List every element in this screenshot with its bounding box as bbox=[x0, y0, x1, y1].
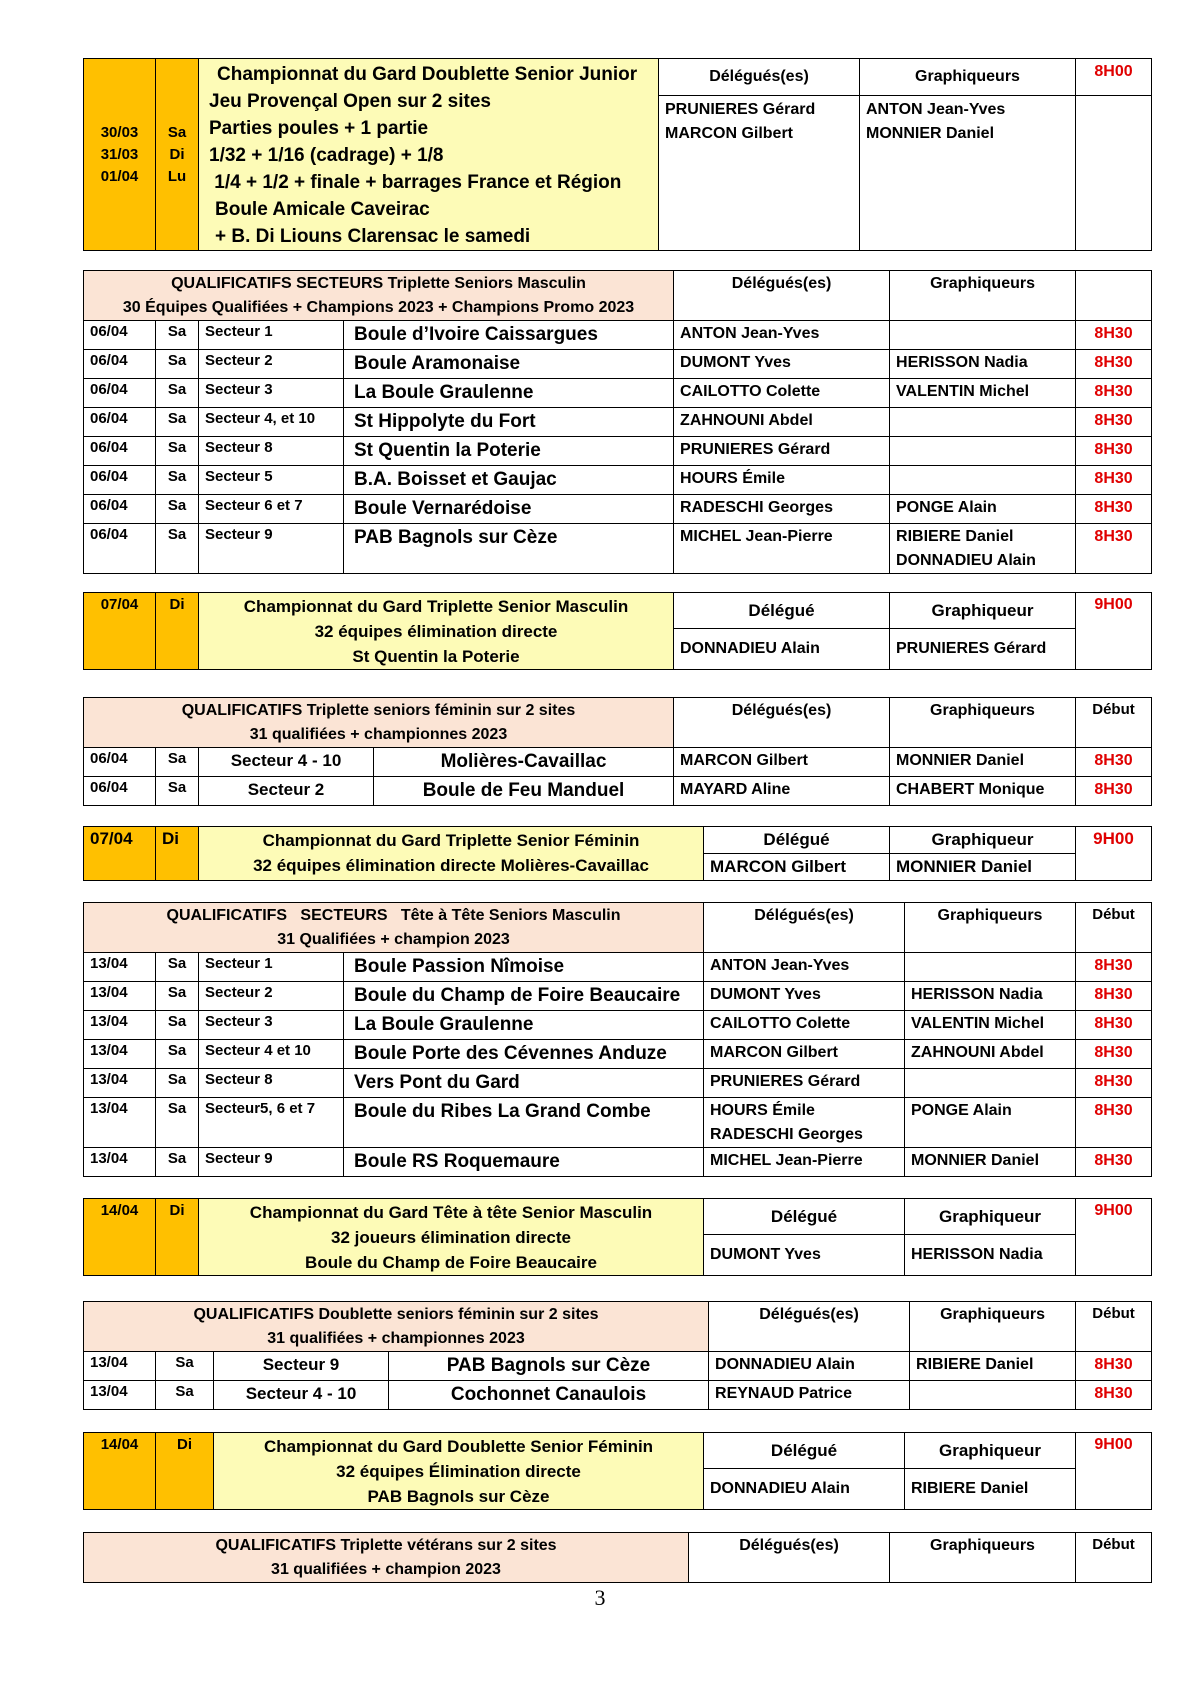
sector: Secteur 2 bbox=[199, 350, 344, 379]
start-time: 8H30 bbox=[1076, 524, 1152, 574]
start-time: 8H00 bbox=[1076, 59, 1152, 96]
club: St Hippolyte du Fort bbox=[344, 408, 674, 437]
table-row bbox=[84, 1148, 1152, 1177]
sector: Secteur 4 - 10 bbox=[199, 748, 374, 777]
delegate-header: Délégué bbox=[704, 827, 890, 854]
event-title: Championnat du Gard Triplette Senior Féminin bbox=[262, 831, 640, 850]
graph-name: VALENTIN Michel bbox=[905, 1011, 1076, 1040]
section-title: QUALIFICATIFS Triplette seniors féminin sur 2 sites bbox=[181, 702, 576, 719]
sector: Secteur 6 et 7 bbox=[199, 495, 344, 524]
sector: Secteur 9 bbox=[199, 524, 344, 574]
club: Boule RS Roquemaure bbox=[344, 1148, 704, 1177]
club: PAB Bagnols sur Cèze bbox=[389, 1352, 709, 1381]
start-header: Début bbox=[1076, 1533, 1152, 1583]
delegate-name: MAYARD Aline bbox=[674, 777, 890, 806]
day: Sa bbox=[156, 1040, 199, 1069]
date: 13/04 bbox=[84, 1381, 156, 1410]
sector: Secteur 4 - 10 bbox=[214, 1381, 389, 1410]
start-time: 8H30 bbox=[1076, 437, 1152, 466]
graph-name: ANTON Jean-Yves bbox=[866, 100, 1006, 118]
event-venue: St Quentin la Poterie bbox=[352, 647, 520, 666]
delegate-name: MARCON Gilbert bbox=[665, 124, 793, 142]
graph-name bbox=[890, 408, 1076, 437]
qualifiers-doublette-seniors-feminin bbox=[83, 1301, 1151, 1410]
date: 13/04 bbox=[84, 1040, 156, 1069]
start-header: Début bbox=[1076, 1302, 1152, 1352]
club: PAB Bagnols sur Cèze bbox=[344, 524, 674, 574]
start-time: 8H30 bbox=[1076, 748, 1152, 777]
start-time: 8H30 bbox=[1076, 953, 1152, 982]
date: 06/04 bbox=[84, 777, 156, 806]
graph-name bbox=[890, 437, 1076, 466]
event-title: Championnat du Gard Triplette Senior Masculin bbox=[243, 597, 629, 616]
table-row bbox=[84, 379, 1152, 408]
day: Sa bbox=[156, 466, 199, 495]
start-time: 8H30 bbox=[1076, 777, 1152, 806]
club: Cochonnet Canaulois bbox=[389, 1381, 709, 1410]
table-row bbox=[84, 437, 1152, 466]
delegates-header: Délégués(es) bbox=[709, 1302, 910, 1352]
day: Sa bbox=[156, 777, 199, 806]
graph-name: HERISSON Nadia bbox=[905, 1235, 1076, 1276]
date: 13/04 bbox=[84, 982, 156, 1011]
date: 06/04 bbox=[84, 437, 156, 466]
graph-header: Graphiqueur bbox=[905, 1199, 1076, 1235]
event-line: 32 joueurs élimination directe bbox=[331, 1228, 571, 1247]
day: Sa bbox=[167, 123, 187, 141]
sector: Secteur 9 bbox=[214, 1352, 389, 1381]
start-time: 8H30 bbox=[1076, 1352, 1152, 1381]
section-title: QUALIFICATIFS Triplette vétérans sur 2 sites bbox=[215, 1537, 557, 1554]
section-title: QUALIFICATIFS SECTEURS Triplette Seniors Masculin bbox=[171, 275, 586, 292]
table-row bbox=[84, 1069, 1152, 1098]
graph-name: PRUNIERES Gérard bbox=[890, 629, 1076, 670]
date: 13/04 bbox=[84, 1098, 156, 1148]
day: Sa bbox=[156, 379, 199, 408]
date: 06/04 bbox=[84, 408, 156, 437]
club: B.A. Boisset et Gaujac bbox=[344, 466, 674, 495]
graph-header: Graphiqueurs bbox=[905, 903, 1076, 953]
day: Di bbox=[156, 1199, 199, 1276]
delegate-name: DONNADIEU Alain bbox=[674, 629, 890, 670]
start-time: 9H00 bbox=[1076, 1433, 1152, 1510]
qualifiers-triplette-seniors-masculin bbox=[83, 270, 1151, 574]
event-title: Championnat du Gard Doublette Senior Féminin bbox=[263, 1437, 654, 1456]
table-row bbox=[84, 1098, 1152, 1148]
delegate-name: RADESCHI Georges bbox=[674, 495, 890, 524]
start-time: 8H30 bbox=[1076, 408, 1152, 437]
day: Lu bbox=[167, 167, 187, 185]
graph-name bbox=[905, 953, 1076, 982]
graph-name: HERISSON Nadia bbox=[890, 350, 1076, 379]
graph-name: RIBIERE Daniel bbox=[896, 528, 1014, 545]
championship-doublette-senior-feminin bbox=[83, 1432, 1151, 1510]
club: La Boule Graulenne bbox=[344, 1011, 704, 1040]
date: 13/04 bbox=[84, 953, 156, 982]
delegate-name: MARCON Gilbert bbox=[704, 854, 890, 881]
club: Boule d’Ivoire Caissargues bbox=[344, 321, 674, 350]
delegate-name: REYNAUD Patrice bbox=[709, 1381, 910, 1410]
table-row bbox=[84, 524, 1152, 574]
day: Sa bbox=[156, 1352, 214, 1381]
delegate-name: PRUNIERES Gérard bbox=[674, 437, 890, 466]
delegate-name: DUMONT Yves bbox=[704, 982, 905, 1011]
event-venue: Boule Amicale Caveirac bbox=[215, 199, 430, 220]
start-time: 9H00 bbox=[1076, 593, 1152, 670]
delegate-name: DUMONT Yves bbox=[674, 350, 890, 379]
start-time: 8H30 bbox=[1076, 1098, 1152, 1148]
start-time: 8H30 bbox=[1076, 1381, 1152, 1410]
start-time: 9H00 bbox=[1076, 827, 1152, 881]
graph-name: HERISSON Nadia bbox=[905, 982, 1076, 1011]
qualifiers-triplette-seniors-feminin bbox=[83, 697, 1151, 806]
table-row bbox=[84, 982, 1152, 1011]
delegates-header: Délégués(es) bbox=[674, 271, 890, 321]
day: Di bbox=[156, 593, 199, 670]
sector: Secteur 5 bbox=[199, 466, 344, 495]
delegate-name: ANTON Jean-Yves bbox=[704, 953, 905, 982]
start-time: 9H00 bbox=[1076, 1199, 1152, 1276]
event-line: 1/4 + 1/2 + finale + barrages France et Région bbox=[209, 172, 622, 193]
start-time: 8H30 bbox=[1076, 321, 1152, 350]
start-time: 8H30 bbox=[1076, 1011, 1152, 1040]
table-row bbox=[84, 495, 1152, 524]
day: Sa bbox=[156, 350, 199, 379]
graph-header: Graphiqueurs bbox=[890, 271, 1076, 321]
delegate-header: Délégué bbox=[674, 593, 890, 629]
graph-header: Graphiqueur bbox=[905, 1433, 1076, 1469]
date: 07/04 bbox=[84, 593, 156, 670]
day: Sa bbox=[156, 1148, 199, 1177]
sector: Secteur 9 bbox=[199, 1148, 344, 1177]
table-row bbox=[84, 350, 1152, 379]
section-subtitle: 31 qualifiées + champion 2023 bbox=[271, 1561, 501, 1578]
sector: Secteur5, 6 et 7 bbox=[199, 1098, 344, 1148]
delegate-name: RADESCHI Georges bbox=[710, 1126, 863, 1143]
club: La Boule Graulenne bbox=[344, 379, 674, 408]
date: 06/04 bbox=[84, 321, 156, 350]
event-venue: + B. Di Liouns Clarensac le samedi bbox=[215, 226, 531, 247]
table-row bbox=[84, 1381, 1152, 1410]
start-time: 8H30 bbox=[1076, 350, 1152, 379]
graph-name: RIBIERE Daniel bbox=[910, 1352, 1076, 1381]
graph-name: MONNIER Daniel bbox=[866, 124, 995, 142]
sector: Secteur 4, et 10 bbox=[199, 408, 344, 437]
date: 14/04 bbox=[84, 1199, 156, 1276]
graph-name bbox=[890, 321, 1076, 350]
date: 07/04 bbox=[84, 827, 156, 881]
graph-header: Graphiqueur bbox=[890, 827, 1076, 854]
event-line: Parties poules + 1 partie bbox=[209, 118, 429, 139]
sector: Secteur 1 bbox=[199, 321, 344, 350]
section-subtitle: 31 qualifiées + championnes 2023 bbox=[267, 1330, 525, 1347]
graph-header: Graphiqueur bbox=[890, 593, 1076, 629]
date: 06/04 bbox=[84, 524, 156, 574]
delegate-name: HOURS Émile bbox=[674, 466, 890, 495]
event-title: Championnat du Gard Tête à tête Senior Masculin bbox=[249, 1203, 653, 1222]
day: Sa bbox=[156, 495, 199, 524]
sector: Secteur 2 bbox=[199, 982, 344, 1011]
graph-name: MONNIER Daniel bbox=[905, 1148, 1076, 1177]
graph-header: Graphiqueurs bbox=[890, 698, 1076, 748]
table-row bbox=[84, 1352, 1152, 1381]
table-row bbox=[84, 321, 1152, 350]
day: Sa bbox=[156, 982, 199, 1011]
qualifiers-tete-a-tete-seniors-masculin bbox=[83, 902, 1151, 1177]
event-line: 32 équipes Élimination directe bbox=[336, 1462, 581, 1481]
table-row bbox=[84, 466, 1152, 495]
event-line: Jeu Provençal Open sur 2 sites bbox=[209, 91, 491, 112]
date: 14/04 bbox=[84, 1433, 156, 1510]
start-time: 8H30 bbox=[1076, 1069, 1152, 1098]
event-line: 1/32 + 1/16 (cadrage) + 1/8 bbox=[209, 145, 444, 166]
delegate-name: PRUNIERES Gérard bbox=[665, 100, 816, 118]
date: 01/04 bbox=[100, 167, 139, 185]
day: Sa bbox=[156, 1069, 199, 1098]
club: Boule Aramonaise bbox=[344, 350, 674, 379]
graph-header: Graphiqueurs bbox=[910, 1302, 1076, 1352]
start-time: 8H30 bbox=[1076, 379, 1152, 408]
start-header: Début bbox=[1076, 903, 1152, 953]
table-row bbox=[84, 777, 1152, 806]
date: 06/04 bbox=[84, 495, 156, 524]
event-venue: PAB Bagnols sur Cèze bbox=[367, 1487, 550, 1506]
delegate-name: PRUNIERES Gérard bbox=[704, 1069, 905, 1098]
club: Boule Vernarédoise bbox=[344, 495, 674, 524]
championship-triplette-senior-feminin bbox=[83, 826, 1151, 881]
day: Sa bbox=[156, 1011, 199, 1040]
date: 13/04 bbox=[84, 1069, 156, 1098]
event-venue: Boule du Champ de Foire Beaucaire bbox=[305, 1253, 597, 1272]
qualifiers-triplette-veterans bbox=[83, 1532, 1151, 1583]
club: Boule du Champ de Foire Beaucaire bbox=[344, 982, 704, 1011]
event-line: 32 équipes élimination directe Molières-Cavaillac bbox=[253, 856, 649, 875]
start-time: 8H30 bbox=[1076, 495, 1152, 524]
graph-name: MONNIER Daniel bbox=[890, 748, 1076, 777]
delegate-name: DONNADIEU Alain bbox=[704, 1469, 905, 1510]
delegate-name: HOURS Émile bbox=[710, 1102, 815, 1119]
day: Sa bbox=[156, 1381, 214, 1410]
graph-header: Graphiqueurs bbox=[860, 59, 1076, 96]
sector: Secteur 8 bbox=[199, 437, 344, 466]
graph-name: ZAHNOUNI Abdel bbox=[905, 1040, 1076, 1069]
date: 13/04 bbox=[84, 1011, 156, 1040]
delegate-name: MICHEL Jean-Pierre bbox=[674, 524, 890, 574]
day: Sa bbox=[156, 408, 199, 437]
club: Vers Pont du Gard bbox=[344, 1069, 704, 1098]
table-row bbox=[84, 748, 1152, 777]
delegate-name: CAILOTTO Colette bbox=[674, 379, 890, 408]
day: Di bbox=[156, 827, 199, 881]
sector: Secteur 4 et 10 bbox=[199, 1040, 344, 1069]
delegates-header: Délégués(es) bbox=[674, 698, 890, 748]
delegates-header: Délégués(es) bbox=[659, 59, 860, 96]
club: Boule de Feu Manduel bbox=[374, 777, 674, 806]
delegate-name: ANTON Jean-Yves bbox=[674, 321, 890, 350]
club: Boule Porte des Cévennes Anduze bbox=[344, 1040, 704, 1069]
graph-name bbox=[905, 1069, 1076, 1098]
date: 06/04 bbox=[84, 350, 156, 379]
sector: Secteur 8 bbox=[199, 1069, 344, 1098]
day: Sa bbox=[156, 524, 199, 574]
day: Sa bbox=[156, 953, 199, 982]
delegates-header: Délégués(es) bbox=[689, 1533, 890, 1583]
date: 30/03 bbox=[100, 123, 139, 141]
section-subtitle: 30 Équipes Qualifiées + Champions 2023 + Champions Promo 2023 bbox=[122, 299, 635, 316]
graph-name: CHABERT Monique bbox=[890, 777, 1076, 806]
sector: Secteur 3 bbox=[199, 379, 344, 408]
day: Sa bbox=[156, 437, 199, 466]
day: Sa bbox=[156, 748, 199, 777]
graph-name: RIBIERE Daniel bbox=[905, 1469, 1076, 1510]
championship-doublette-senior-junior bbox=[83, 58, 1151, 251]
start-time: 8H30 bbox=[1076, 982, 1152, 1011]
delegate-name: MICHEL Jean-Pierre bbox=[704, 1148, 905, 1177]
start-time: 8H30 bbox=[1076, 466, 1152, 495]
club: Boule Passion Nîmoise bbox=[344, 953, 704, 982]
section-title: QUALIFICATIFS SECTEURS Tête à Tête Seniors Masculin bbox=[166, 907, 621, 924]
day: Di bbox=[156, 1433, 214, 1510]
date: 13/04 bbox=[84, 1352, 156, 1381]
graph-name: DONNADIEU Alain bbox=[896, 552, 1036, 569]
sector: Secteur 3 bbox=[199, 1011, 344, 1040]
table-row bbox=[84, 1011, 1152, 1040]
sector: Secteur 2 bbox=[199, 777, 374, 806]
day: Sa bbox=[156, 321, 199, 350]
graph-name: PONGE Alain bbox=[905, 1098, 1076, 1148]
delegate-header: Délégué bbox=[704, 1199, 905, 1235]
day: Sa bbox=[156, 1098, 199, 1148]
table-row bbox=[84, 953, 1152, 982]
graph-name: MONNIER Daniel bbox=[890, 854, 1076, 881]
section-subtitle: 31 qualifiées + championnes 2023 bbox=[249, 726, 508, 743]
delegate-name: DONNADIEU Alain bbox=[709, 1352, 910, 1381]
date: 06/04 bbox=[84, 466, 156, 495]
graph-name bbox=[910, 1381, 1076, 1410]
graph-name: PONGE Alain bbox=[890, 495, 1076, 524]
championship-tete-a-tete-senior-masculin bbox=[83, 1198, 1151, 1276]
delegate-name: ZAHNOUNI Abdel bbox=[674, 408, 890, 437]
start-header: Début bbox=[1076, 698, 1152, 748]
start-time: 8H30 bbox=[1076, 1040, 1152, 1069]
date: 13/04 bbox=[84, 1148, 156, 1177]
page-number: 3 bbox=[594, 1585, 606, 1610]
sector: Secteur 1 bbox=[199, 953, 344, 982]
delegate-name: CAILOTTO Colette bbox=[704, 1011, 905, 1040]
club: St Quentin la Poterie bbox=[344, 437, 674, 466]
graph-name bbox=[890, 466, 1076, 495]
delegate-name: DUMONT Yves bbox=[704, 1235, 905, 1276]
table-row bbox=[84, 1040, 1152, 1069]
delegate-name: MARCON Gilbert bbox=[674, 748, 890, 777]
delegates-header: Délégués(es) bbox=[704, 903, 905, 953]
graph-name: VALENTIN Michel bbox=[890, 379, 1076, 408]
delegate-header: Délégué bbox=[704, 1433, 905, 1469]
date: 06/04 bbox=[84, 748, 156, 777]
table-row bbox=[84, 408, 1152, 437]
event-title: Championnat du Gard Doublette Senior Junior bbox=[217, 64, 638, 85]
date: 31/03 bbox=[100, 145, 139, 163]
date: 06/04 bbox=[84, 379, 156, 408]
section-subtitle: 31 Qualifiées + champion 2023 bbox=[277, 931, 510, 948]
championship-triplette-senior-masculin bbox=[83, 592, 1151, 670]
club: Molières-Cavaillac bbox=[374, 748, 674, 777]
section-title: QUALIFICATIFS Doublette seniors féminin sur 2 sites bbox=[193, 1306, 599, 1323]
event-line: 32 équipes élimination directe bbox=[314, 622, 558, 641]
start-time: 8H30 bbox=[1076, 1148, 1152, 1177]
club: Boule du Ribes La Grand Combe bbox=[344, 1098, 704, 1148]
day: Di bbox=[169, 145, 185, 163]
delegate-name: MARCON Gilbert bbox=[704, 1040, 905, 1069]
graph-header: Graphiqueurs bbox=[890, 1533, 1076, 1583]
